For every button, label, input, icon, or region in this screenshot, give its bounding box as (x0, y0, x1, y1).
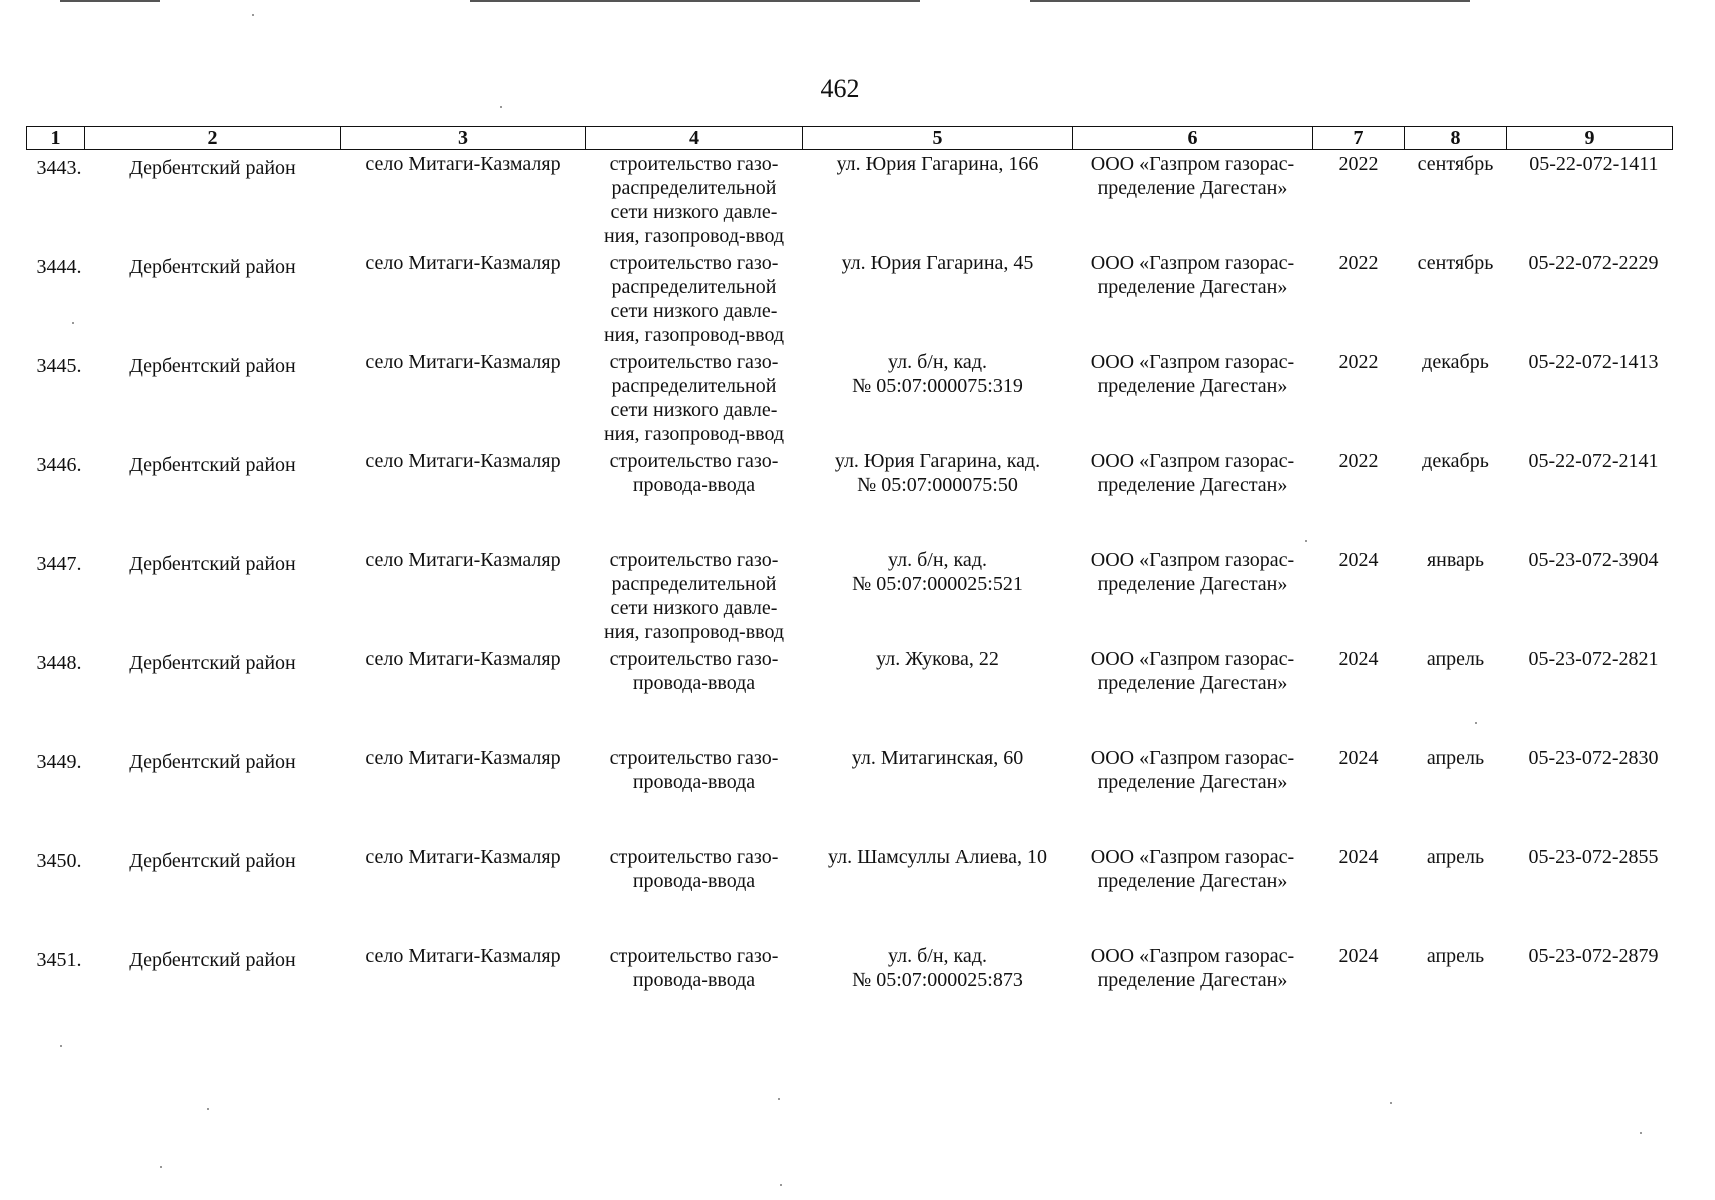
month-cell: сентябрь (1417, 251, 1494, 274)
settlement-cell: село Митаги-Казмаляр (365, 845, 561, 868)
scan-speck (500, 106, 502, 108)
page-number: 462 (820, 74, 860, 103)
registry-code-cell: 05-23-072-2830 (1528, 746, 1659, 769)
organization-cell: ООО «Газпром газорас- пределение Дагестан» (1090, 845, 1295, 892)
table-row (27, 348, 1673, 447)
registry-code-cell: 05-22-072-2229 (1528, 251, 1659, 274)
district-cell: Дербентский район (129, 354, 296, 377)
work-description-cell: строительство газо- провода-ввода (609, 944, 779, 991)
row-number: 3451. (36, 948, 82, 971)
settlement-cell: село Митаги-Казмаляр (365, 647, 561, 670)
column-header-5: 5 (803, 127, 1073, 150)
address-cell: ул. б/н, кад. № 05:07:000075:319 (852, 350, 1023, 397)
registry-code-cell: 05-22-072-1413 (1528, 350, 1659, 373)
scan-speck (60, 1045, 62, 1047)
scan-speck (1305, 540, 1307, 542)
work-description-cell: строительство газо- распределительной сети низкого давле- ния, газопровод-ввод (603, 548, 785, 643)
column-header-7: 7 (1313, 127, 1405, 150)
registry-code-cell: 05-23-072-2879 (1528, 944, 1659, 967)
scan-speck (252, 14, 254, 16)
table-row (27, 942, 1673, 1041)
scan-speck (778, 1098, 780, 1100)
organization-cell: ООО «Газпром газорас- пределение Дагестан» (1090, 746, 1295, 793)
scan-edge-line (60, 0, 160, 2)
scan-speck (780, 1184, 782, 1186)
registry-code-cell: 05-23-072-3904 (1528, 548, 1659, 571)
row-number: 3444. (36, 255, 82, 278)
district-cell: Дербентский район (129, 750, 296, 773)
year-cell: 2022 (1338, 153, 1379, 175)
address-cell: ул. б/н, кад. № 05:07:000025:873 (852, 944, 1023, 991)
organization-cell: ООО «Газпром газорас- пределение Дагестан» (1090, 944, 1295, 991)
table-body (27, 150, 1673, 1041)
table-row (27, 546, 1673, 645)
table-row (27, 249, 1673, 348)
month-cell: сентябрь (1417, 153, 1494, 175)
organization-cell: ООО «Газпром газорас- пределение Дагестан» (1090, 548, 1295, 595)
registry-code-cell: 05-22-072-2141 (1528, 449, 1659, 472)
row-number: 3446. (36, 453, 82, 476)
organization-cell: ООО «Газпром газорас- пределение Дагестан» (1090, 350, 1295, 397)
address-cell: ул. Юрия Гагарина, 166 (836, 153, 1039, 175)
district-cell: Дербентский район (129, 651, 296, 674)
column-header-8: 8 (1405, 127, 1507, 150)
work-description-cell: строительство газо- распределительной сети низкого давле- ния, газопровод-ввод (603, 251, 785, 346)
settlement-cell: село Митаги-Казмаляр (365, 449, 561, 472)
column-header-9: 9 (1507, 127, 1673, 150)
row-number: 3450. (36, 849, 82, 872)
scan-edge-line (470, 0, 920, 2)
registry-table-container (26, 126, 1672, 1041)
organization-cell: ООО «Газпром газорас- пределение Дагестан» (1090, 153, 1295, 199)
district-cell: Дербентский район (129, 157, 296, 179)
settlement-cell: село Митаги-Казмаляр (365, 251, 561, 274)
work-description-cell: строительство газо- провода-ввода (609, 449, 779, 496)
month-cell: апрель (1426, 647, 1485, 670)
year-cell: 2024 (1338, 647, 1379, 670)
organization-cell: ООО «Газпром газорас- пределение Дагестан» (1090, 449, 1295, 496)
scan-speck (1640, 1132, 1642, 1134)
row-number: 3447. (36, 552, 82, 575)
settlement-cell: село Митаги-Казмаляр (365, 153, 561, 175)
table-row (27, 150, 1673, 249)
table-row (27, 447, 1673, 546)
year-cell: 2022 (1338, 251, 1379, 274)
scan-speck (207, 1108, 209, 1110)
settlement-cell: село Митаги-Казмаляр (365, 746, 561, 769)
address-cell: ул. Жукова, 22 (876, 647, 999, 670)
work-description-cell: строительство газо- провода-ввода (609, 746, 779, 793)
address-cell: ул. Юрия Гагарина, 45 (841, 251, 1034, 274)
scan-speck (1390, 1102, 1392, 1104)
district-cell: Дербентский район (129, 552, 296, 575)
organization-cell: ООО «Газпром газорас- пределение Дагестан» (1090, 251, 1295, 298)
column-number-row (27, 127, 1673, 150)
registry-code-cell: 05-23-072-2855 (1528, 845, 1659, 868)
year-cell: 2024 (1338, 548, 1379, 571)
scan-speck (160, 1166, 162, 1168)
settlement-cell: село Митаги-Казмаляр (365, 350, 561, 373)
address-cell: ул. б/н, кад. № 05:07:000025:521 (852, 548, 1023, 595)
table-row (27, 645, 1673, 744)
settlement-cell: село Митаги-Казмаляр (365, 944, 561, 967)
month-cell: декабрь (1422, 449, 1489, 472)
table-row (27, 744, 1673, 843)
year-cell: 2024 (1338, 746, 1379, 769)
registry-code-cell: 05-23-072-2821 (1528, 647, 1659, 670)
column-header-3: 3 (341, 127, 586, 150)
table-row (27, 843, 1673, 942)
row-number: 3445. (36, 354, 82, 377)
address-cell: ул. Юрия Гагарина, кад. № 05:07:000075:50 (834, 449, 1041, 496)
month-cell: декабрь (1422, 350, 1489, 373)
settlement-cell: село Митаги-Казмаляр (365, 548, 561, 571)
district-cell: Дербентский район (129, 255, 296, 278)
address-cell: ул. Митагинская, 60 (851, 746, 1024, 769)
district-cell: Дербентский район (129, 948, 296, 971)
address-cell: ул. Шамсуллы Алиева, 10 (827, 845, 1047, 868)
registry-code-cell: 05-22-072-1411 (1529, 153, 1659, 175)
scan-edge-line (1030, 0, 1470, 2)
scan-speck (72, 322, 74, 324)
column-header-4: 4 (586, 127, 803, 150)
year-cell: 2024 (1338, 845, 1379, 868)
year-cell: 2022 (1338, 350, 1379, 373)
scan-speck (1475, 722, 1477, 724)
work-description-cell: строительство газо- распределительной сети низкого давле- ния, газопровод-ввод (603, 350, 785, 445)
district-cell: Дербентский район (129, 453, 296, 476)
column-header-2: 2 (85, 127, 341, 150)
row-number: 3449. (36, 750, 82, 773)
work-description-cell: строительство газо- провода-ввода (609, 647, 779, 694)
month-cell: апрель (1426, 845, 1485, 868)
month-cell: апрель (1426, 944, 1485, 967)
year-cell: 2022 (1338, 449, 1379, 472)
year-cell: 2024 (1338, 944, 1379, 967)
row-number: 3443. (36, 157, 82, 179)
column-header-6: 6 (1073, 127, 1313, 150)
column-header-1: 1 (27, 127, 85, 150)
organization-cell: ООО «Газпром газорас- пределение Дагестан» (1090, 647, 1295, 694)
registry-table (26, 126, 1673, 1041)
work-description-cell: строительство газо- провода-ввода (609, 845, 779, 892)
row-number: 3448. (36, 651, 82, 674)
work-description-cell: строительство газо- распределительной сети низкого давле- ния, газопровод-ввод (603, 153, 785, 247)
month-cell: январь (1426, 548, 1485, 571)
month-cell: апрель (1426, 746, 1485, 769)
district-cell: Дербентский район (129, 849, 296, 872)
